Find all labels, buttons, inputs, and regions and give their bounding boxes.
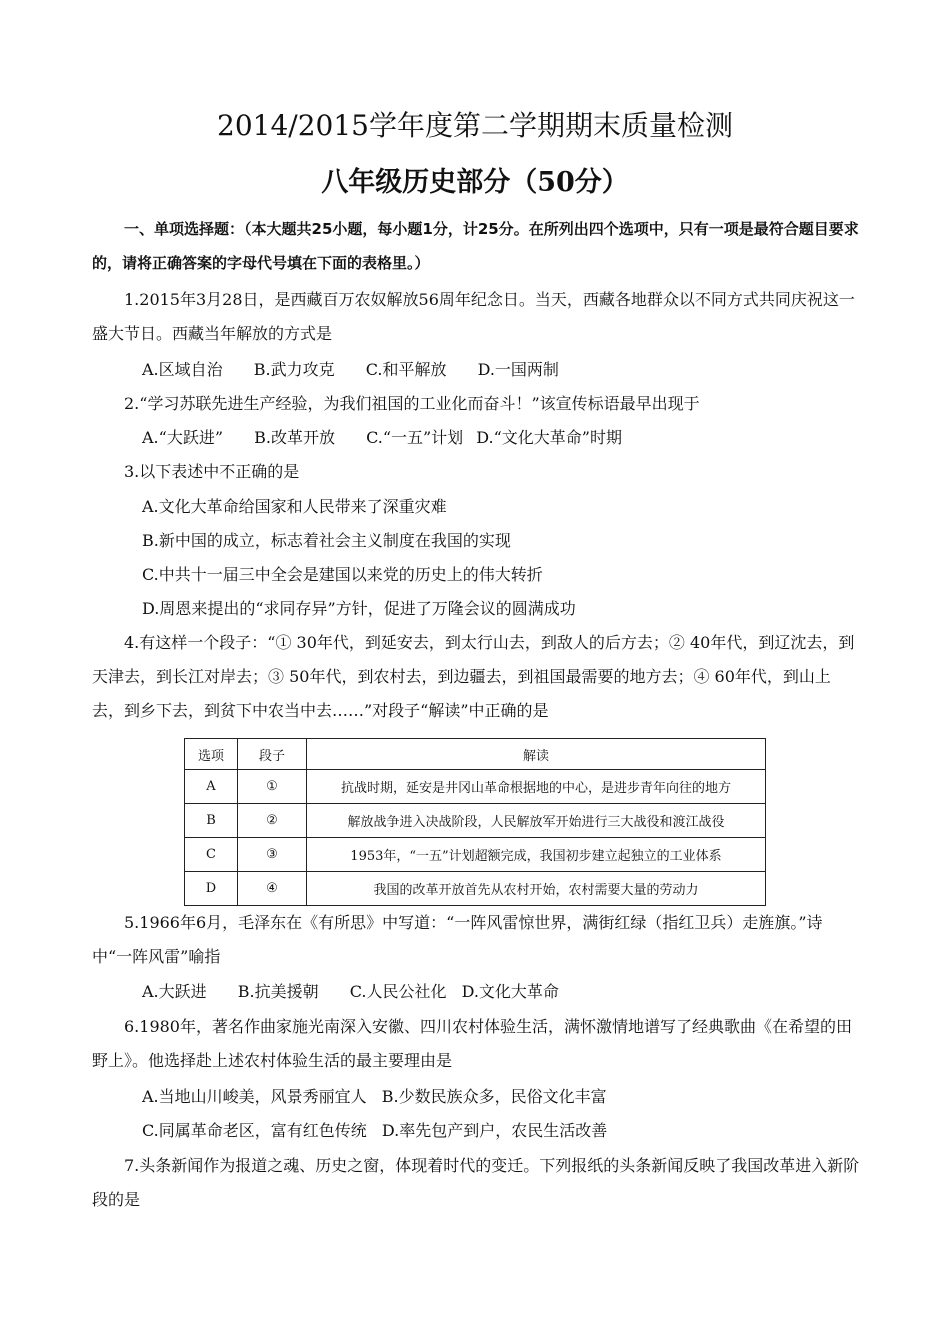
question-1-stem: 1.2015年3月28日，是西藏百万农奴解放56周年纪念日。当天，西藏各地群众以不同方式共同庆祝这一盛大节日。西藏当年解放的方式是 — [92, 290, 855, 343]
q2-option-d: D.“文化大革命”时期 — [476, 428, 622, 447]
q1-option-a: A.区域自治 — [142, 360, 223, 379]
table-cell: B — [185, 804, 238, 838]
question-5-stem: 5.1966年6月，毛泽东在《有所思》中写道：“一阵风雷惊世界，满街红绿（指红卫兵）走旌旗。”诗中“一阵风雷”喻指 — [92, 913, 823, 966]
question-2-options — [142, 421, 648, 455]
table-cell: C — [185, 838, 238, 872]
table-header-option: 选项 — [185, 739, 238, 770]
q2-option-b: B.改革开放 — [254, 428, 335, 447]
exam-subtitle: 八年级历史部分（50分） — [321, 167, 629, 198]
q1-option-b: B.武力攻克 — [253, 360, 335, 379]
table-cell: 解放战争进入决战阶段，人民解放军开始进行三大战役和渡江战役 — [307, 804, 766, 838]
question-1-options — [142, 353, 585, 387]
table-cell: 抗战时期，延安是井冈山革命根据地的中心，是进步青年向往的地方 — [307, 770, 766, 804]
table-cell: ② — [238, 804, 307, 838]
table-cell: 1953年，“一五”计划超额完成，我国初步建立起独立的工业体系 — [307, 838, 766, 872]
q1-option-d: D.一国两制 — [477, 360, 559, 379]
question-4-stem: 4.有这样一个段子：“① 30年代，到延安去，到太行山去，到敌人的后方去；② 40年代，到辽沈去，到天津去，到长江对岸去；③ 50年代，到农村去，到边疆去，到祖国最需要的地方去；④ 60年代，到山上去，到乡下去，到贫下中农当中去……”对段子“解读”中正确的是 — [92, 633, 855, 720]
question-4-table — [184, 738, 766, 906]
table-cell: 我国的改革开放首先从农村开始，农村需要大量的劳动力 — [307, 872, 766, 906]
question-3-stem: 3.以下表述中不正确的是 — [124, 462, 300, 481]
table-cell: ④ — [238, 872, 307, 906]
q5-option-a: A.大跃进 — [142, 982, 207, 1001]
q6-option-c: C.同属革命老区，富有红色传统 — [142, 1121, 367, 1140]
q3-option-b: B.新中国的成立，标志着社会主义制度在我国的实现 — [142, 531, 511, 550]
q6-option-a: A.当地山川峻美，风景秀丽宜人 — [142, 1087, 367, 1106]
table-header-segment: 段子 — [238, 739, 307, 770]
question-6-options-row2 — [142, 1114, 633, 1148]
q5-option-c: C.人民公社化 — [349, 982, 447, 1001]
q6-option-b: B.少数民族众多，民俗文化丰富 — [381, 1087, 607, 1106]
table-cell: ① — [238, 770, 307, 804]
q1-option-c: C.和平解放 — [365, 360, 447, 379]
table-cell: A — [185, 770, 238, 804]
q5-option-b: B.抗美援朝 — [237, 982, 319, 1001]
table-row — [185, 770, 766, 804]
q3-option-c: C.中共十一届三中全会是建国以来党的历史上的伟大转折 — [142, 565, 543, 584]
table-row — [185, 804, 766, 838]
q3-option-a: A.文化大革命给国家和人民带来了深重灾难 — [142, 497, 447, 516]
table-row — [185, 872, 766, 906]
exam-title: 2014/2015学年度第二学期期末质量检测 — [217, 109, 733, 142]
table-cell: D — [185, 872, 238, 906]
question-6-options-row1 — [142, 1080, 633, 1114]
question-2-stem: 2.“学习苏联先进生产经验，为我们祖国的工业化而奋斗！”该宣传标语最早出现于 — [124, 394, 700, 413]
table-cell: ③ — [238, 838, 307, 872]
table-header-row — [185, 739, 766, 770]
q2-option-a: A.“大跃进” — [142, 428, 224, 447]
q6-option-d: D.率先包产到户，农民生活改善 — [381, 1121, 608, 1140]
question-7-stem: 7.头条新闻作为报道之魂、历史之窗，体现着时代的变迁。下列报纸的头条新闻反映了我国改革进入新阶段的是 — [92, 1156, 860, 1209]
question-6-stem: 6.1980年，著名作曲家施光南深入安徽、四川农村体验生活，满怀激情地谱写了经典歌曲《在希望的田野上》。他选择赴上述农村体验生活的最主要理由是 — [92, 1017, 852, 1070]
table-row — [185, 838, 766, 872]
question-5-options — [142, 975, 585, 1009]
q3-option-d: D.周恩来提出的“求同存异”方针，促进了万隆会议的圆满成功 — [142, 599, 576, 618]
q5-option-d: D.文化大革命 — [461, 982, 559, 1001]
table-header-interpretation: 解读 — [307, 739, 766, 770]
q2-option-c: C.“一五”计划 — [366, 428, 464, 447]
section-instructions: 一、单项选择题：（本大题共25小题，每小题1分，计25分。在所列出四个选项中，只有一项是最符合题目要求的，请将正确答案的字母代号填在下面的表格里。） — [92, 220, 859, 272]
